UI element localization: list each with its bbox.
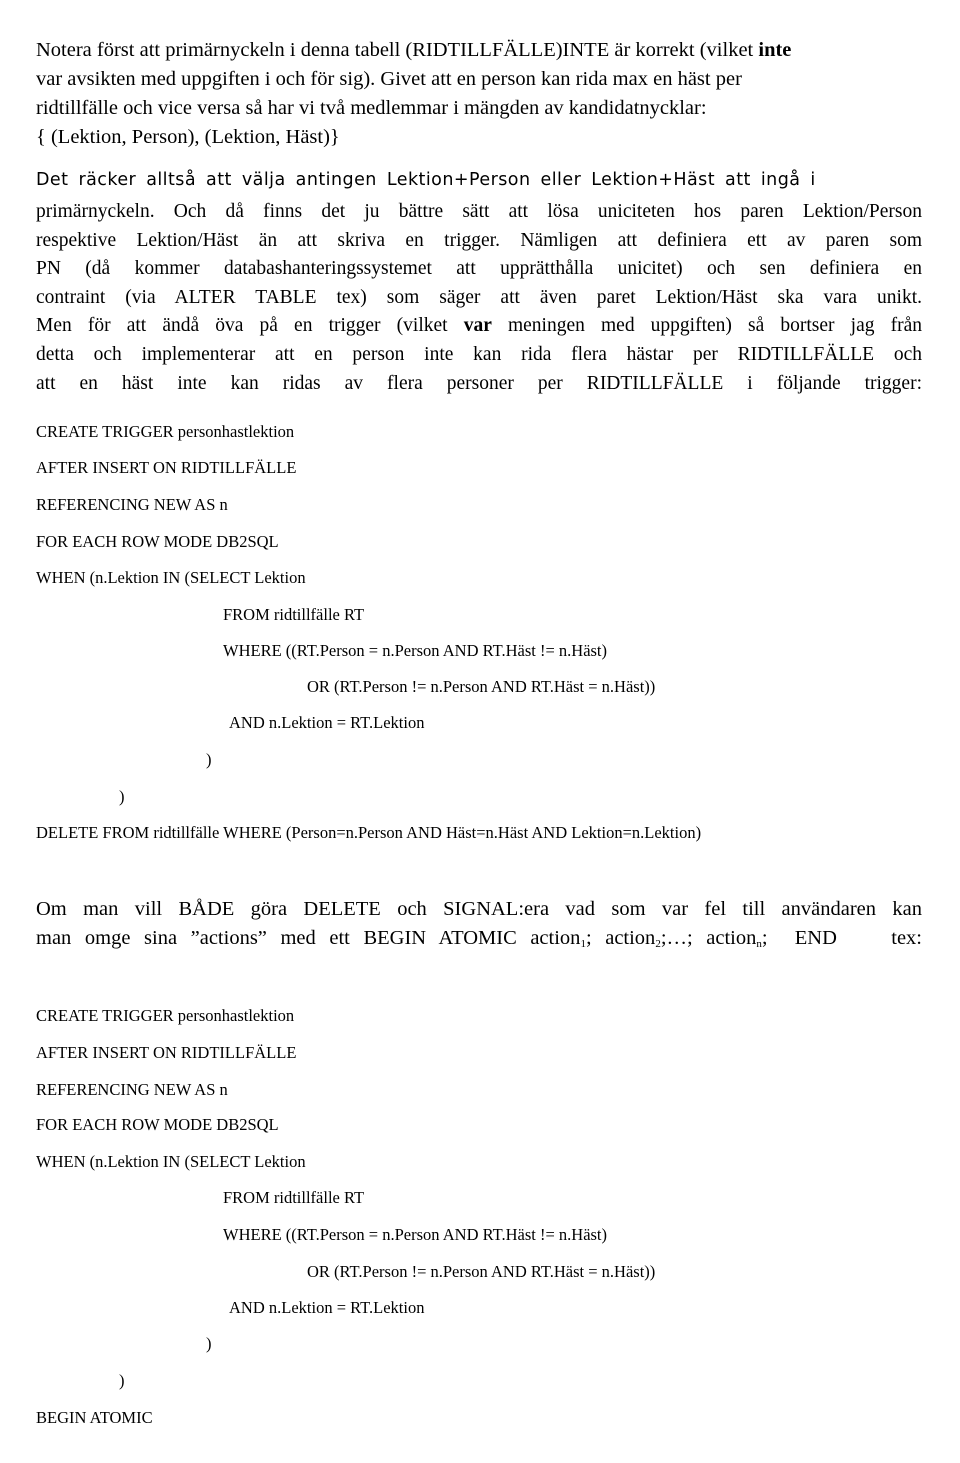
code-line: WHERE ((RT.Person = n.Person AND RT.Häst != n.Häst) — [223, 1225, 608, 1244]
intro-emphasis: inte — [758, 39, 792, 61]
code-line: AFTER INSERT ON RIDTILLFÄLLE — [36, 458, 297, 477]
intro-line: { (Lektion, Person), (Lektion, Häst)} — [36, 126, 340, 148]
para1-line: att en häst inte kan ridas av flera personer per RIDTILLFÄLLE i följande trigger: — [36, 372, 922, 394]
code-line: FOR EACH ROW MODE DB2SQL — [36, 532, 279, 551]
code-line: FROM ridtillfälle RT — [223, 605, 365, 624]
intro-line: var avsikten med uppgiften i och för sig). Givet att en person kan rida max en häst per — [36, 68, 742, 90]
code-line: REFERENCING NEW AS n — [36, 495, 228, 514]
para2-text: ;…; action — [660, 926, 757, 949]
intro-paragraph — [36, 36, 922, 152]
para2-line — [36, 924, 922, 953]
para1-emphasis: var — [463, 315, 492, 337]
code-line: WHEN (n.Lektion IN (SELECT Lektion — [36, 1152, 306, 1171]
para1-first-line — [36, 170, 922, 190]
subscript: 2 — [655, 937, 661, 950]
intro-line: ridtillfälle och vice versa så har vi två medlemmar i mängden av kandidatnycklar: — [36, 97, 707, 119]
code-line: OR (RT.Person != n.Person AND RT.Häst = n.Häst)) — [307, 1262, 656, 1281]
para1-line: contraint (via ALTER TABLE tex) som säger att även paret Lektion/Häst ska vara unikt. — [36, 286, 922, 308]
code-line: REFERENCING NEW AS n — [36, 1080, 228, 1099]
code-line: ) — [206, 1334, 212, 1353]
code-line: AND n.Lektion = RT.Lektion — [229, 713, 425, 732]
para1-line: PN (då kommer databashanteringssystemet att upprätthålla unicitet) och sen definiera en — [36, 258, 922, 280]
code-line: CREATE TRIGGER personhastlektion — [36, 1006, 295, 1025]
atomic-paragraph — [36, 895, 922, 952]
para2-text: ; END tex: — [761, 926, 922, 949]
code-line: OR (RT.Person != n.Person AND RT.Häst = n.Häst)) — [307, 677, 656, 696]
code-line: AFTER INSERT ON RIDTILLFÄLLE — [36, 1043, 297, 1062]
subscript: 1 — [580, 937, 586, 950]
para1-line: detta och implementerar att en person inte kan rida flera hästar per RIDTILLFÄLLE och — [36, 343, 922, 365]
code-line: WHERE ((RT.Person = n.Person AND RT.Häst != n.Häst) — [223, 641, 608, 660]
code-line: ) — [206, 750, 212, 769]
code-line: WHEN (n.Lektion IN (SELECT Lektion — [36, 568, 306, 587]
para2-text: ; action — [585, 926, 656, 949]
code-line: DELETE FROM ridtillfälle WHERE (Person=n.Person AND Häst=n.Häst AND Lektion=n.Lektion) — [36, 823, 702, 842]
para2-line: Om man vill BÅDE göra DELETE och SIGNAL:era vad som var fel till användaren kan — [36, 898, 922, 920]
code-line: FROM ridtillfälle RT — [223, 1188, 365, 1207]
para1-line: respektive Lektion/Häst än att skriva en trigger. Nämligen att definiera ett av paren som — [36, 229, 922, 251]
para2-text: man omge sina ”actions” med ett BEGIN ATOMIC action — [36, 926, 581, 949]
explanation-paragraph — [36, 198, 922, 398]
code-line: CREATE TRIGGER personhastlektion — [36, 422, 295, 441]
code-line: AND n.Lektion = RT.Lektion — [229, 1298, 425, 1317]
para1-line — [36, 312, 922, 341]
para1-text: meningen med uppgiften) så bortser jag från — [491, 315, 922, 337]
subscript: n — [756, 937, 762, 950]
intro-line — [36, 36, 922, 65]
para1-line: Det räcker alltså att välja antingen Lektion+Person eller Lektion+Häst att ingå i — [36, 170, 816, 190]
code-line: FOR EACH ROW MODE DB2SQL — [36, 1115, 279, 1134]
code-line: ) — [119, 1371, 125, 1390]
code-line: BEGIN ATOMIC — [36, 1408, 153, 1427]
intro-text: Notera först att primärnyckeln i denna tabell (RIDTILLFÄLLE)INTE är korrekt (vilket — [36, 39, 759, 61]
para1-text: Men för att ändå öva på en trigger (vilket — [36, 315, 464, 337]
code-line: ) — [119, 787, 125, 806]
para1-line: primärnyckeln. Och då finns det ju bättre sätt att lösa uniciteten hos paren Lektion/Person — [36, 201, 922, 222]
